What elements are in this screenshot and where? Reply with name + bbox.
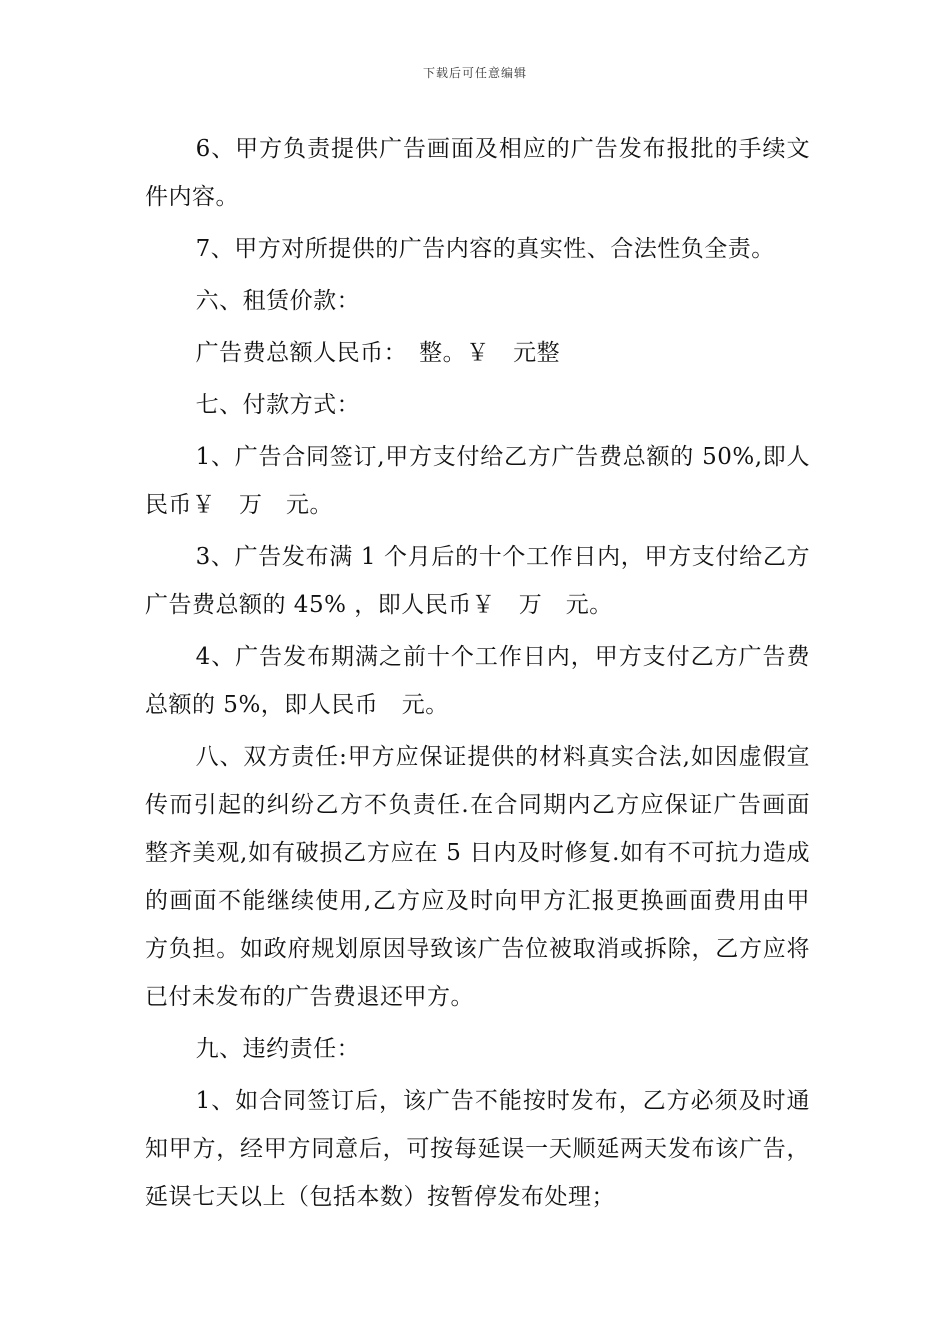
payment-clause-1: 1、广告合同签订,甲方支付给乙方广告费总额的 50%,即人民币￥ 万 元。: [145, 444, 810, 518]
rent-total: 广告费总额人民币： 整。￥ 元整: [195, 340, 561, 366]
document-body: [145, 125, 810, 1223]
clause-7: 7、甲方对所提供的广告内容的真实性、合法性负全责。: [195, 236, 775, 262]
breach-clause-1: 1、如合同签订后，该广告不能按时发布，乙方必须及时通知甲方，经甲方同意后，可按每延误一天顺延两天发布该广告，延误七天以上（包括本数）按暂停发布处理；: [145, 1088, 810, 1210]
section-mutual-responsibility: 八、双方责任:甲方应保证提供的材料真实合法,如因虚假宣传而引起的纠纷乙方不负责任.在合同期内乙方应保证广告画面整齐美观,如有破损乙方应在 5 日内及时修复.如有不可抗力造成的画面不能继续使用,乙方应及时向甲方汇报更换画面费用由甲方负担。如政府规划原因导致该广告位被取消或拆除，乙方应将已付未发布的广告费退还甲方。: [145, 744, 810, 1010]
section-heading-rent: 六、租赁价款：: [195, 288, 361, 314]
clause-6: 6、甲方负责提供广告画面及相应的广告发布报批的手续文件内容。: [145, 136, 810, 210]
page-header: 下载后可任意编辑: [422, 66, 527, 80]
payment-clause-4: 4、广告发布期满之前十个工作日内，甲方支付乙方广告费总额的 5%，即人民币 元。: [145, 644, 810, 718]
payment-clause-3: 3、广告发布满 1 个月后的十个工作日内，甲方支付给乙方广告费总额的 45% ，即人民币￥ 万 元。: [145, 544, 810, 618]
section-heading-payment: 七、付款方式：: [195, 392, 361, 418]
section-heading-breach: 九、违约责任：: [195, 1036, 361, 1062]
